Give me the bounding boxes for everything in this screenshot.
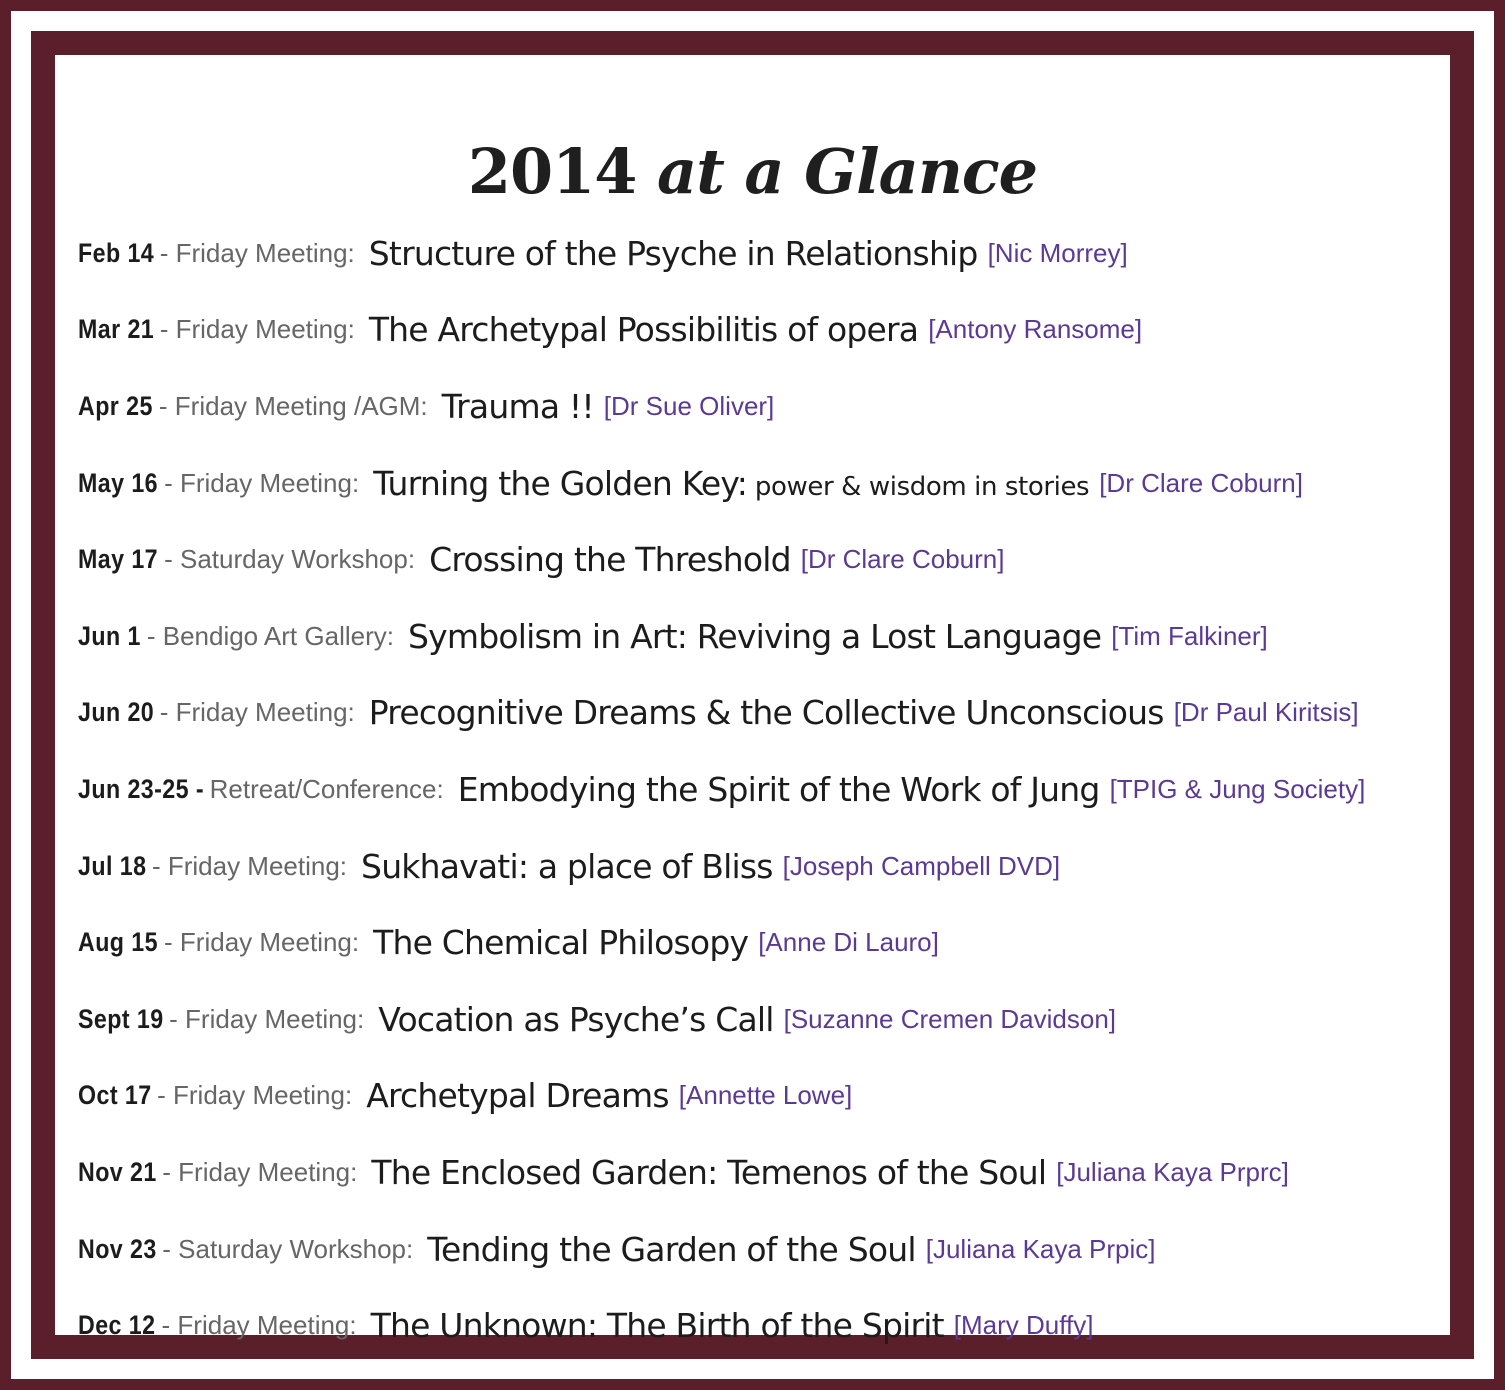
event-presenter: [Nic Morrey] [987,237,1128,268]
event-kind: - Friday Meeting: [161,1310,357,1341]
event-date: Mar 21 [78,314,155,345]
event-topic-sub: power & wisdom in stories [747,471,1090,502]
event-presenter: [Tim Falkiner] [1111,620,1268,651]
event-row [78,981,1365,1058]
event-topic-text: Tending the Garden of the Soul [427,1229,916,1269]
page [55,55,1450,1346]
event-date: Aug 15 [78,927,159,958]
event-topic-text: Precognitive Dreams & the Collective Unconscious [368,693,1164,733]
event-date: Apr 25 [78,390,153,421]
event-kind: - Friday Meeting: [169,1003,365,1034]
event-topic [361,847,773,886]
event-topic [373,923,748,962]
event-row [78,368,1365,445]
event-topic-text: The Enclosed Garden: Temenos of the Soul [371,1152,1047,1192]
event-row [78,215,1365,292]
event-topic-text: Symbolism in Art: Reviving a Lost Language [407,616,1102,656]
event-topic [371,1153,1046,1192]
event-kind: - Friday Meeting: [157,1080,353,1111]
event-topic-text: Embodying the Spirit of the Work of Jung [457,769,1100,809]
event-row [78,751,1365,828]
event-topic-text: Structure of the Psyche in Relationship [368,233,978,273]
event-topic-text: The Archetypal Possibilitis of opera [368,310,919,350]
event-row [78,904,1365,981]
event-presenter: [Suzanne Cremen Davidson] [783,1003,1117,1034]
event-presenter: [Dr Clare Coburn] [1099,467,1303,498]
event-presenter: [Dr Paul Kiritsis] [1173,697,1359,728]
event-kind: - Saturday Workshop: [162,1233,414,1264]
event-kind: - Friday Meeting /AGM: [158,390,428,421]
event-row [78,1134,1365,1211]
event-topic-text: Sukhavati: a place of Bliss [361,846,773,886]
event-date: Nov 21 [78,1156,157,1187]
title-rest: at a Glance [657,134,1038,208]
event-presenter: [Annette Lowe] [678,1080,853,1111]
event-date: Jun 20 [78,697,155,728]
event-topic [369,693,1164,732]
event-date: Feb 14 [78,237,155,268]
event-row [78,445,1365,522]
event-row [78,292,1365,369]
event-row [78,598,1365,675]
event-kind: - Saturday Workshop: [164,544,416,575]
frame-gap [11,11,1494,1379]
event-row [78,1058,1365,1135]
event-topic-text: The Unknown: The Birth of the Spirit [370,1306,944,1346]
event-topic-text: Crossing the Threshold [429,540,791,580]
event-presenter: [Juliana Kaya Prprc] [1056,1156,1289,1187]
inner-frame [31,31,1474,1359]
event-kind: - Friday Meeting: [159,697,355,728]
event-kind: - Friday Meeting: [162,1156,358,1187]
event-kind: - Friday Meeting: [159,237,355,268]
event-kind: Retreat/Conference: [209,773,444,804]
event-date: Oct 17 [78,1080,152,1111]
event-topic [366,1076,669,1115]
event-row [78,828,1365,905]
event-kind: - Friday Meeting: [164,467,360,498]
event-date: Sept 19 [78,1003,164,1034]
event-topic [378,1000,773,1039]
event-date: Jun 23-25 - [78,773,205,804]
event-topic [408,617,1101,656]
event-date: May 16 [78,467,159,498]
event-kind: - Bendigo Art Gallery: [146,620,394,651]
event-topic [373,464,1089,503]
event-topic-text: Turning the Golden Key: [373,463,748,503]
event-topic-text: Vocation as Psyche’s Call [378,999,774,1039]
event-presenter: [Dr Sue Oliver] [603,390,775,421]
event-topic [429,540,791,579]
event-list [78,215,1365,1364]
event-presenter: [Anne Di Lauro] [758,927,939,958]
event-presenter: [Dr Clare Coburn] [800,544,1005,575]
event-topic [369,310,918,349]
event-kind: - Friday Meeting: [159,314,355,345]
event-date: May 17 [78,544,159,575]
event-date: Nov 23 [78,1233,157,1264]
event-presenter: [Antony Ransome] [928,314,1143,345]
event-row [78,521,1365,598]
event-presenter: [Mary Duffy] [953,1310,1094,1341]
event-date: Dec 12 [78,1310,156,1341]
title-year: 2014 [467,134,637,208]
event-topic-text: Trauma !! [441,386,594,426]
event-topic-text: Archetypal Dreams [366,1076,669,1116]
event-row [78,675,1365,752]
page-title [55,134,1450,208]
event-topic-text: The Chemical Philosopy [373,923,749,963]
event-topic [371,1306,944,1345]
event-topic [442,387,594,426]
event-kind: - Friday Meeting: [164,927,360,958]
event-topic [427,1230,915,1269]
event-row [78,1211,1365,1288]
event-row [78,1287,1365,1364]
event-topic [458,770,1100,809]
event-topic [369,234,978,273]
event-date: Jun 1 [78,620,141,651]
event-presenter: [Joseph Campbell DVD] [782,850,1061,881]
event-presenter: [Juliana Kaya Prpic] [925,1233,1156,1264]
event-presenter: [TPIG & Jung Society] [1109,773,1366,804]
event-kind: - Friday Meeting: [151,850,348,881]
event-date: Jul 18 [78,850,147,881]
